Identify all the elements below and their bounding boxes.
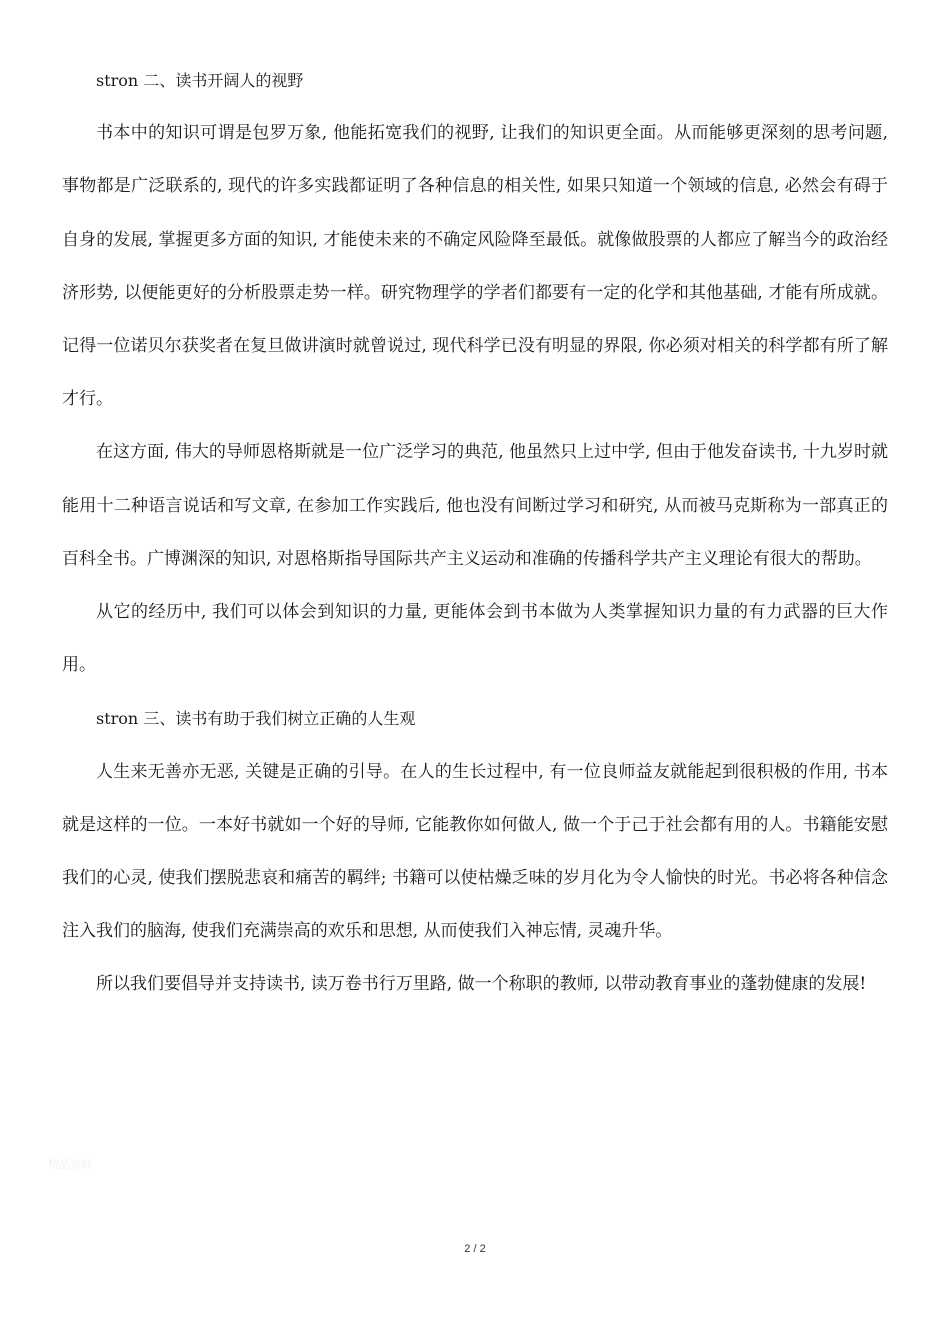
section-heading-3: stron 三、读书有助于我们树立正确的人生观 [96,709,416,729]
body-paragraph: 从它的经历中, 我们可以体会到知识的力量, 更能体会到书本做为人类掌握知识力量的有力武器的巨大作用。 [62,602,888,676]
body-paragraph: 书本中的知识可谓是包罗万象, 他能拓宽我们的视野, 让我们的知识更全面。从而能够更深刻的思考问题, 事物都是广泛联系的, 现代的许多实践都证明了各种信息的相关性, 如果只知道一个领域的信息, 必然会有碍于自身的发展, 掌握更多方面的知识, 才能使未来的不确定风险降至最低。就像做股票的人都应了解当今的政治经济形势, 以便能更好的分析股票走势一样。研究物理学的学者们都要有一定的化学和其他基础, 才能有所成就。记得一位诺贝尔获奖者在复旦做讲演时就曾说过, 现代科学已没有明显的界限, 你必须对相关的科学都有所了解才行。 [62,123,888,410]
section-heading-2: stron 二、读书开阔人的视野 [96,71,304,90]
body-paragraph: 人生来无善亦无恶, 关键是正确的引导。在人的生长过程中, 有一位良师益友就能起到很积极的作用, 书本就是这样的一位。一本好书就如一个好的导师, 它能教你如何做人, 做一个于己于社会都有用的人。书籍能安慰我们的心灵, 使我们摆脱悲哀和痛苦的羁绊; 书籍可以使枯燥乏味的岁月化为令人愉快的时光。书必将各种信念注入我们的脑海, 使我们充满崇高的欢乐和思想, 从而使我们入神忘情, 灵魂升华。 [62,761,888,942]
body-paragraph: 所以我们要倡导并支持读书, 读万卷书行万里路, 做一个称职的教师, 以带动教育事业的蓬勃健康的发展! [96,974,867,995]
watermark-text: 精品资料 [48,1159,92,1171]
body-paragraph: 在这方面, 伟大的导师恩格斯就是一位广泛学习的典范, 他虽然只上过中学, 但由于他发奋读书, 十九岁时就能用十二种语言说话和写文章, 在参加工作实践后, 他也没有间断过学习和研究, 从而被马克斯称为一部真正的百科全书。广博渊深的知识, 对恩格斯指导国际共产主义运动和准确的传播科学共产主义理论有很大的帮助。 [62,442,888,569]
document-body [62,54,888,1012]
page-number: 2 / 2 [464,1243,486,1255]
